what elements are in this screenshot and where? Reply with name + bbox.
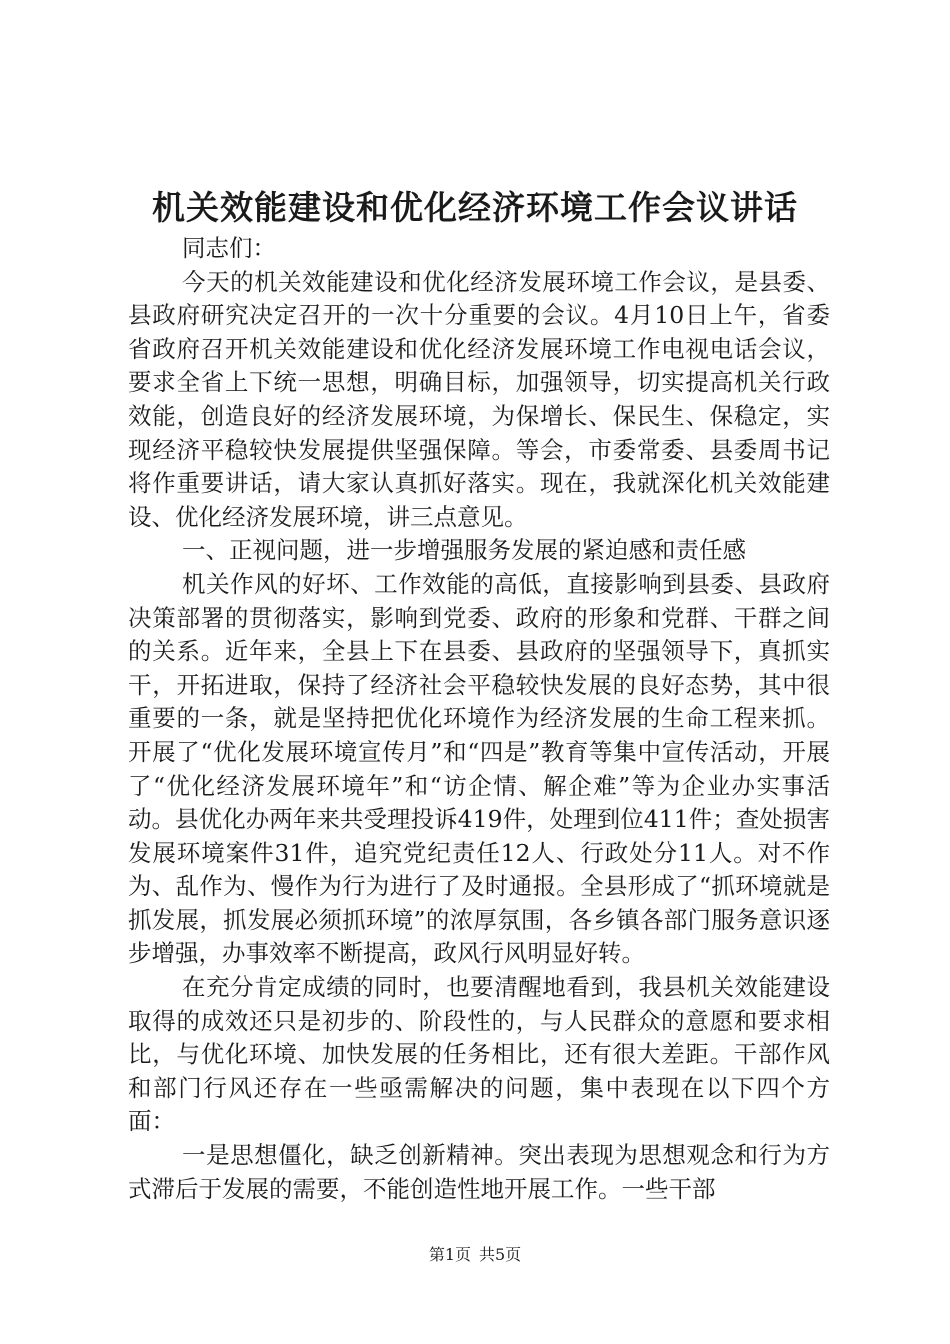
page-footer <box>0 1243 950 1267</box>
body-paragraph: 机关作风的好坏、工作效能的高低，直接影响到县委、县政府决策部署的贯彻落实，影响到党委、政府的形象和党群、干群之间的关系。近年来，全县上下在县委、县政府的坚强领导下，真抓实干，开拓进取，保持了经济社会平稳较快发展的良好态势，其中很重要的一条，就是坚持把优化环境作为经济发展的生命工程来抓。开展了“优化发展环境宣传月”和“四是”教育等集中宣传活动，开展了“优化经济发展环境年”和“访企情、解企难”等为企业办实事活动。县优化办两年来共受理投诉419件，处理到位411件；查处损害发展环境案件31件，追究党纪责任12人、行政处分11人。对不作为、乱作为、慢作为行为进行了及时通报。全县形成了“抓环境就是抓发展，抓发展必须抓环境”的浓厚氛围，各乡镇各部门服务意识逐步增强，办事效率不断提高，政风行风明显好转。 <box>128 569 830 968</box>
document-title: 机关效能建设和优化经济环境工作会议讲话 <box>152 188 798 227</box>
page-number: 第1页 <box>428 1245 471 1264</box>
body-paragraph: 今天的机关效能建设和优化经济发展环境工作会议，是县委、县政府研究决定召开的一次十分重要的会议。4月10日上午，省委省政府召开机关效能建设和优化经济发展环境工作电视电话会议，要求全省上下统一思想，明确目标，加强领导，切实提高机关行政效能，创造良好的经济发展环境，为保增长、保民生、保稳定，实现经济平稳较快发展提供坚强保障。等会，市委常委、县委周书记将作重要讲话，请大家认真抓好落实。现在，我就深化机关效能建设、优化经济发展环境，讲三点意见。 <box>128 267 830 531</box>
salutation-paragraph: 同志们： <box>182 234 277 262</box>
section-heading: 一、正视问题，进一步增强服务发展的紧迫感和责任感 <box>182 536 747 565</box>
body-paragraph: 在充分肯定成绩的同时，也要清醒地看到，我县机关效能建设取得的成效还只是初步的、阶段性的，与人民群众的意愿和要求相比，与优化环境、加快发展的任务相比，还有很大差距。干部作风和部门行风还存在一些亟需解决的问题，集中表现在以下四个方面： <box>128 973 830 1136</box>
page-total: 共5页 <box>479 1245 522 1264</box>
document-body <box>128 232 830 1206</box>
body-paragraph: 一是思想僵化，缺乏创新精神。突出表现为思想观念和行为方式滞后于发展的需要，不能创造性地开展工作。一些干部 <box>128 1141 830 1203</box>
